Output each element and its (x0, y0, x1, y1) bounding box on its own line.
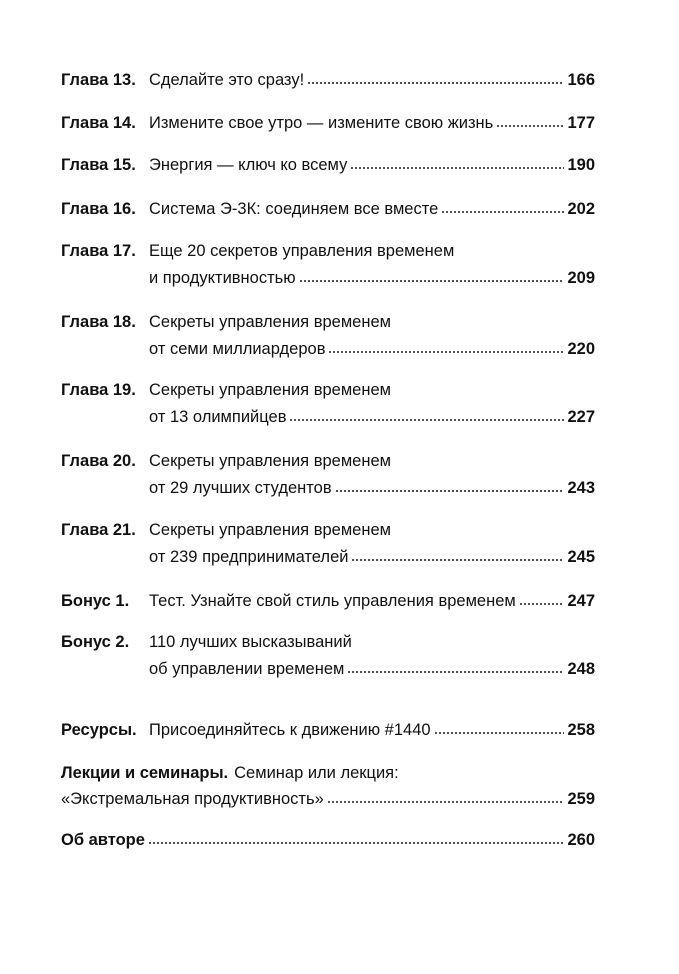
dot-leader (148, 842, 565, 844)
dot-leader (289, 419, 564, 421)
dot-leader (496, 125, 564, 127)
entry-title: Присоединяйтесь к движению #1440 (149, 721, 431, 739)
entry-label: Глава 16. (61, 200, 136, 218)
entry-label: Глава 17. (61, 242, 136, 260)
entry-page-number: 209 (567, 269, 595, 287)
entry-title-line1: Семинар или лекция: (234, 764, 399, 782)
entry-page-number: 258 (567, 721, 595, 739)
dot-leader (328, 351, 564, 353)
toc-entry-chapter-20-line1[interactable] (61, 451, 595, 471)
dot-leader (350, 167, 564, 169)
entry-label: Ресурсы. (61, 721, 137, 739)
entry-title: Система Э-3К: соединяем все вместе (149, 200, 439, 218)
entry-title-line2: «Экстремальная продуктивность» (61, 790, 324, 808)
entry-label: Глава 21. (61, 521, 136, 539)
entry-title-line1: Еще 20 секретов управления временем (149, 242, 455, 260)
toc-entry-resources[interactable] (61, 720, 595, 740)
entry-title: Сделайте это сразу! (149, 71, 305, 89)
entry-page-number: 248 (567, 660, 595, 678)
entry-label: Глава 19. (61, 381, 136, 399)
toc-entry-chapter-18-line1[interactable] (61, 312, 595, 332)
entry-page-number: 247 (567, 592, 595, 610)
toc-entry-chapter-19-line2[interactable] (149, 407, 595, 427)
entry-title-line2: от 29 лучших студентов (149, 479, 332, 497)
dot-leader (351, 559, 564, 561)
toc-entry-chapter-19-line1[interactable] (61, 380, 595, 400)
toc-entry-chapter-13[interactable] (61, 70, 595, 90)
toc-entry-chapter-17-line2[interactable] (149, 268, 595, 288)
entry-page-number: 245 (567, 548, 595, 566)
entry-title-line1: 110 лучших высказываний (149, 633, 352, 651)
entry-label: Глава 20. (61, 452, 136, 470)
dot-leader (307, 82, 564, 84)
entry-label: Бонус 1. (61, 592, 130, 610)
toc-entry-lectures-line2[interactable] (61, 789, 595, 809)
toc-entry-chapter-16[interactable] (61, 199, 595, 219)
entry-label: Глава 18. (61, 313, 136, 331)
entry-page-number: 227 (567, 408, 595, 426)
dot-leader (434, 732, 565, 734)
entry-label: Глава 13. (61, 71, 136, 89)
entry-title-line1: Секреты управления временем (149, 452, 391, 470)
entry-title: Тест. Узнайте свой стиль управления временем (149, 592, 516, 610)
entry-title-line2: от семи миллиардеров (149, 340, 326, 358)
entry-page-number: 220 (567, 340, 595, 358)
entry-title-line1: Секреты управления временем (149, 381, 391, 399)
entry-page-number: 166 (567, 71, 595, 89)
entry-title-line1: Секреты управления временем (149, 521, 391, 539)
entry-label: Глава 15. (61, 156, 136, 174)
entry-page-number: 202 (567, 200, 595, 218)
toc-entry-chapter-18-line2[interactable] (149, 339, 595, 359)
dot-leader (347, 671, 564, 673)
toc-entry-bonus-1[interactable] (61, 591, 595, 611)
entry-title-line2: и продуктивностью (149, 269, 296, 287)
toc-entry-chapter-15[interactable] (61, 155, 595, 175)
toc-entry-chapter-21-line2[interactable] (149, 547, 595, 567)
entry-page-number: 259 (567, 790, 595, 808)
dot-leader (519, 603, 565, 605)
entry-title-line2: от 239 предпринимателей (149, 548, 349, 566)
entry-title-line2: от 13 олимпийцев (149, 408, 287, 426)
toc-entry-about-author[interactable] (61, 830, 595, 850)
entry-page-number: 243 (567, 479, 595, 497)
entry-title-line2: об управлении временем (149, 660, 345, 678)
dot-leader (299, 280, 565, 282)
dot-leader (327, 801, 565, 803)
toc-entry-chapter-14[interactable] (61, 113, 595, 133)
toc-entry-bonus-2-line2[interactable] (149, 659, 595, 679)
toc-entry-lectures-line1[interactable] (61, 763, 595, 783)
entry-page-number: 190 (567, 156, 595, 174)
toc-entry-bonus-2-line1[interactable] (61, 632, 595, 652)
entry-label: Глава 14. (61, 114, 136, 132)
entry-page-number: 177 (567, 114, 595, 132)
entry-title-line1: Секреты управления временем (149, 313, 391, 331)
dot-leader (335, 490, 565, 492)
toc-entry-chapter-21-line1[interactable] (61, 520, 595, 540)
entry-label: Об авторе (61, 831, 145, 849)
entry-title: Энергия — ключ ко всему (149, 156, 348, 174)
entry-title: Измените свое утро — измените свою жизнь (149, 114, 494, 132)
toc-entry-chapter-20-line2[interactable] (149, 478, 595, 498)
toc-entry-chapter-17-line1[interactable] (61, 241, 595, 261)
entry-page-number: 260 (567, 831, 595, 849)
entry-label: Бонус 2. (61, 633, 130, 651)
entry-label: Лекции и семинары. (61, 764, 229, 782)
dot-leader (441, 211, 564, 213)
